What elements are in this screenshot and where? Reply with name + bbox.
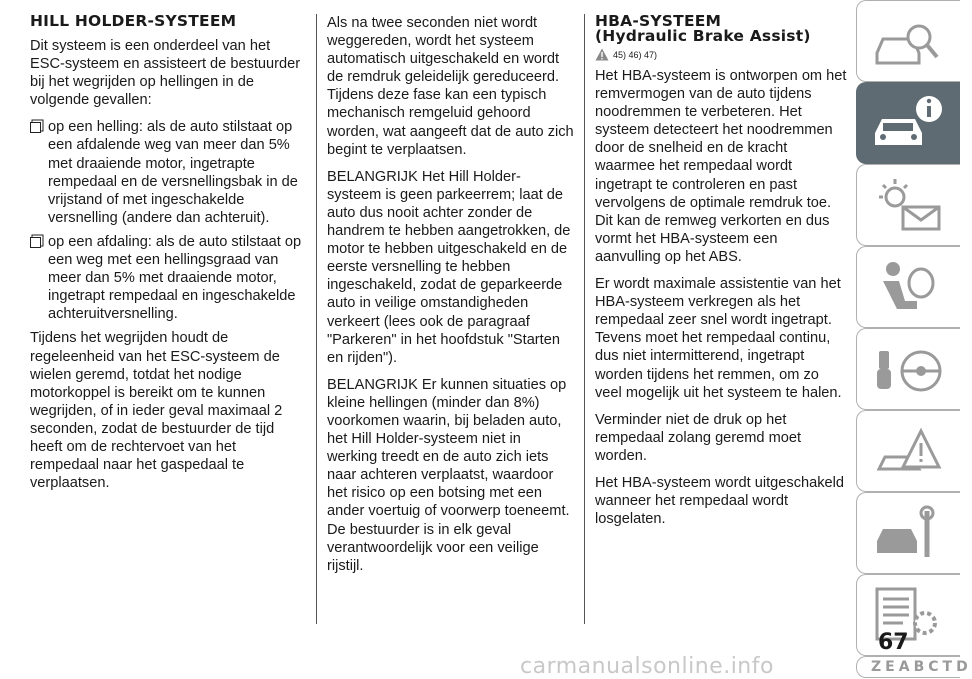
section-heading-hba bbox=[595, 14, 847, 44]
tab-car-info[interactable] bbox=[856, 82, 960, 164]
list-item-text: op een afdaling: als de auto stilstaat op een weg met een hellingsgraad van meer dan 5% met draaiende motor, ingetrapt rempedaal en ingeschakelde achteruitversnelling. bbox=[48, 233, 302, 323]
tab-key-steering-wheel[interactable] bbox=[856, 328, 960, 410]
tab-warning-lights[interactable] bbox=[856, 164, 960, 246]
index-letter: D bbox=[956, 659, 972, 675]
list-item-text: op een helling: als de auto stilstaat op een afdalende weg van meer dan 5% met draaiende motor, ingetrapte rempedaal en de versnellingsbak in de vrijstand of met ingeschakelde versnelling (andere dan achteruit). bbox=[48, 119, 298, 226]
column-divider bbox=[584, 14, 585, 624]
alphabetical-index-icon bbox=[871, 659, 972, 675]
column-left bbox=[30, 14, 302, 501]
column-divider bbox=[316, 14, 317, 624]
emergency-triangle-icon bbox=[869, 419, 949, 485]
index-letter: C bbox=[928, 659, 943, 675]
index-letter: T bbox=[942, 659, 957, 675]
warning-references bbox=[595, 48, 847, 61]
tab-car-tools[interactable] bbox=[856, 492, 960, 574]
watermark: carmanualsonline.info bbox=[520, 654, 774, 679]
paragraph-important: BELANGRIJK Er kunnen situaties op kleine hellingen (minder dan 8%) voorkomen waarin, bij beladen auto, het Hill Holder-systeem niet in werking treedt en de auto zich iets naar achteren verplaatst, waardoor het risico op een botsing met een ander voertuig of voorwerp toeneemt. De bestuurder is in elk geval verantwoordelijk voor een veilige rijstijl. bbox=[327, 376, 570, 574]
car-search-icon bbox=[869, 9, 949, 75]
column-middle bbox=[327, 14, 575, 584]
paragraph: Tijdens het wegrijden houdt de regeleenheid van het ESC-systeem de wielen geremd, totdat het nodige motorkoppel is bereikt om te kunnen wegrijden, of in ieder geval maximaal 2 seconden, zodat de bestuurder de tijd heeft om de rechtervoet van het rempedaal naar het gaspedaal te verplaatsen. bbox=[30, 330, 283, 492]
tab-alphabetical-index[interactable] bbox=[856, 656, 972, 678]
paragraph: Het HBA-systeem is ontworpen om het remvermogen van de auto tijdens noodremmen te verbeteren. Het systeem detecteert het noodremmen door de snelheid en de kracht waarmee het rempedaal wordt ingetrapt te controleren en past vervolgens de optimale remdruk toe. Dit kan de remweg verkorten en dus vormt het HBA-systeem een aanvulling op het ABS. bbox=[595, 68, 847, 265]
warning-refs-text: 45) 46) 47) bbox=[613, 49, 658, 60]
paragraph: Het HBA-systeem wordt uitgeschakeld wanneer het rempedaal wordt losgelaten. bbox=[595, 474, 845, 528]
list-item bbox=[30, 233, 302, 323]
paragraph: Verminder niet de druk op het rempedaal zolang geremd moet worden. bbox=[595, 411, 802, 464]
paragraph-intro: Dit systeem is een onderdeel van het ESC-systeem en assisteert de bestuurder bij het wegrijden op hellingen in de volgende gevallen: bbox=[30, 38, 301, 109]
index-letter: B bbox=[913, 659, 929, 675]
heading-line: HBA-SYSTEEM bbox=[595, 12, 722, 30]
tab-car-search[interactable] bbox=[856, 0, 960, 82]
warning-lights-icon bbox=[869, 173, 949, 239]
chapter-sidebar bbox=[856, 0, 972, 678]
checkbox-bullet-icon bbox=[30, 122, 41, 133]
paragraph-important: BELANGRIJK Het Hill Holder-systeem is geen parkeerrem; laat de auto dus nooit achter zonder de handrem te hebben aangetrokken, de motor te hebben uitgeschakeld en de eerste versnelling te hebben ingeschakeld, zodat de geparkeerde auto in veilige omstandigheden verkeert (lees ook de paragraaf "Parkeren" in het hoofdstuk "Starten en rijden"). bbox=[327, 168, 571, 366]
car-info-icon bbox=[869, 91, 949, 157]
list-item bbox=[30, 118, 302, 227]
paragraph: Er wordt maximale assistentie van het HBA-systeem verkregen als het rempedaal zeer snel wordt ingetrapt. Tevens moet het rempedaal continu, dus niet intermitterend, ingetrapt worden tijdens het remmen, om zo veel mogelijk uit het systeem te halen. bbox=[595, 276, 842, 401]
index-letter: A bbox=[898, 659, 914, 675]
section-heading-hill-holder: HILL HOLDER-SYSTEEM bbox=[30, 12, 237, 30]
warning-triangle-icon bbox=[595, 48, 609, 61]
car-tools-icon bbox=[869, 501, 949, 567]
tab-emergency[interactable] bbox=[856, 410, 960, 492]
key-steering-wheel-icon bbox=[869, 337, 949, 403]
heading-line: (Hydraulic Brake Assist) bbox=[595, 27, 811, 45]
page-number: 67 bbox=[878, 630, 909, 655]
index-letter: E bbox=[885, 659, 899, 675]
column-right bbox=[595, 14, 847, 537]
checkbox-bullet-icon bbox=[30, 237, 41, 248]
paragraph: Als na twee seconden niet wordt weggereden, wordt het systeem automatisch uitgeschakeld en wordt de remdruk geleidelijk gereduceerd. Tijdens deze fase kan een typisch mechanisch remgeluid gehoord worden, wat aangeeft dat de auto zich begint te verplaatsen. bbox=[327, 15, 574, 158]
index-letter: Z bbox=[871, 659, 886, 675]
airbag-seat-icon bbox=[869, 255, 949, 321]
tab-airbag-seat[interactable] bbox=[856, 246, 960, 328]
